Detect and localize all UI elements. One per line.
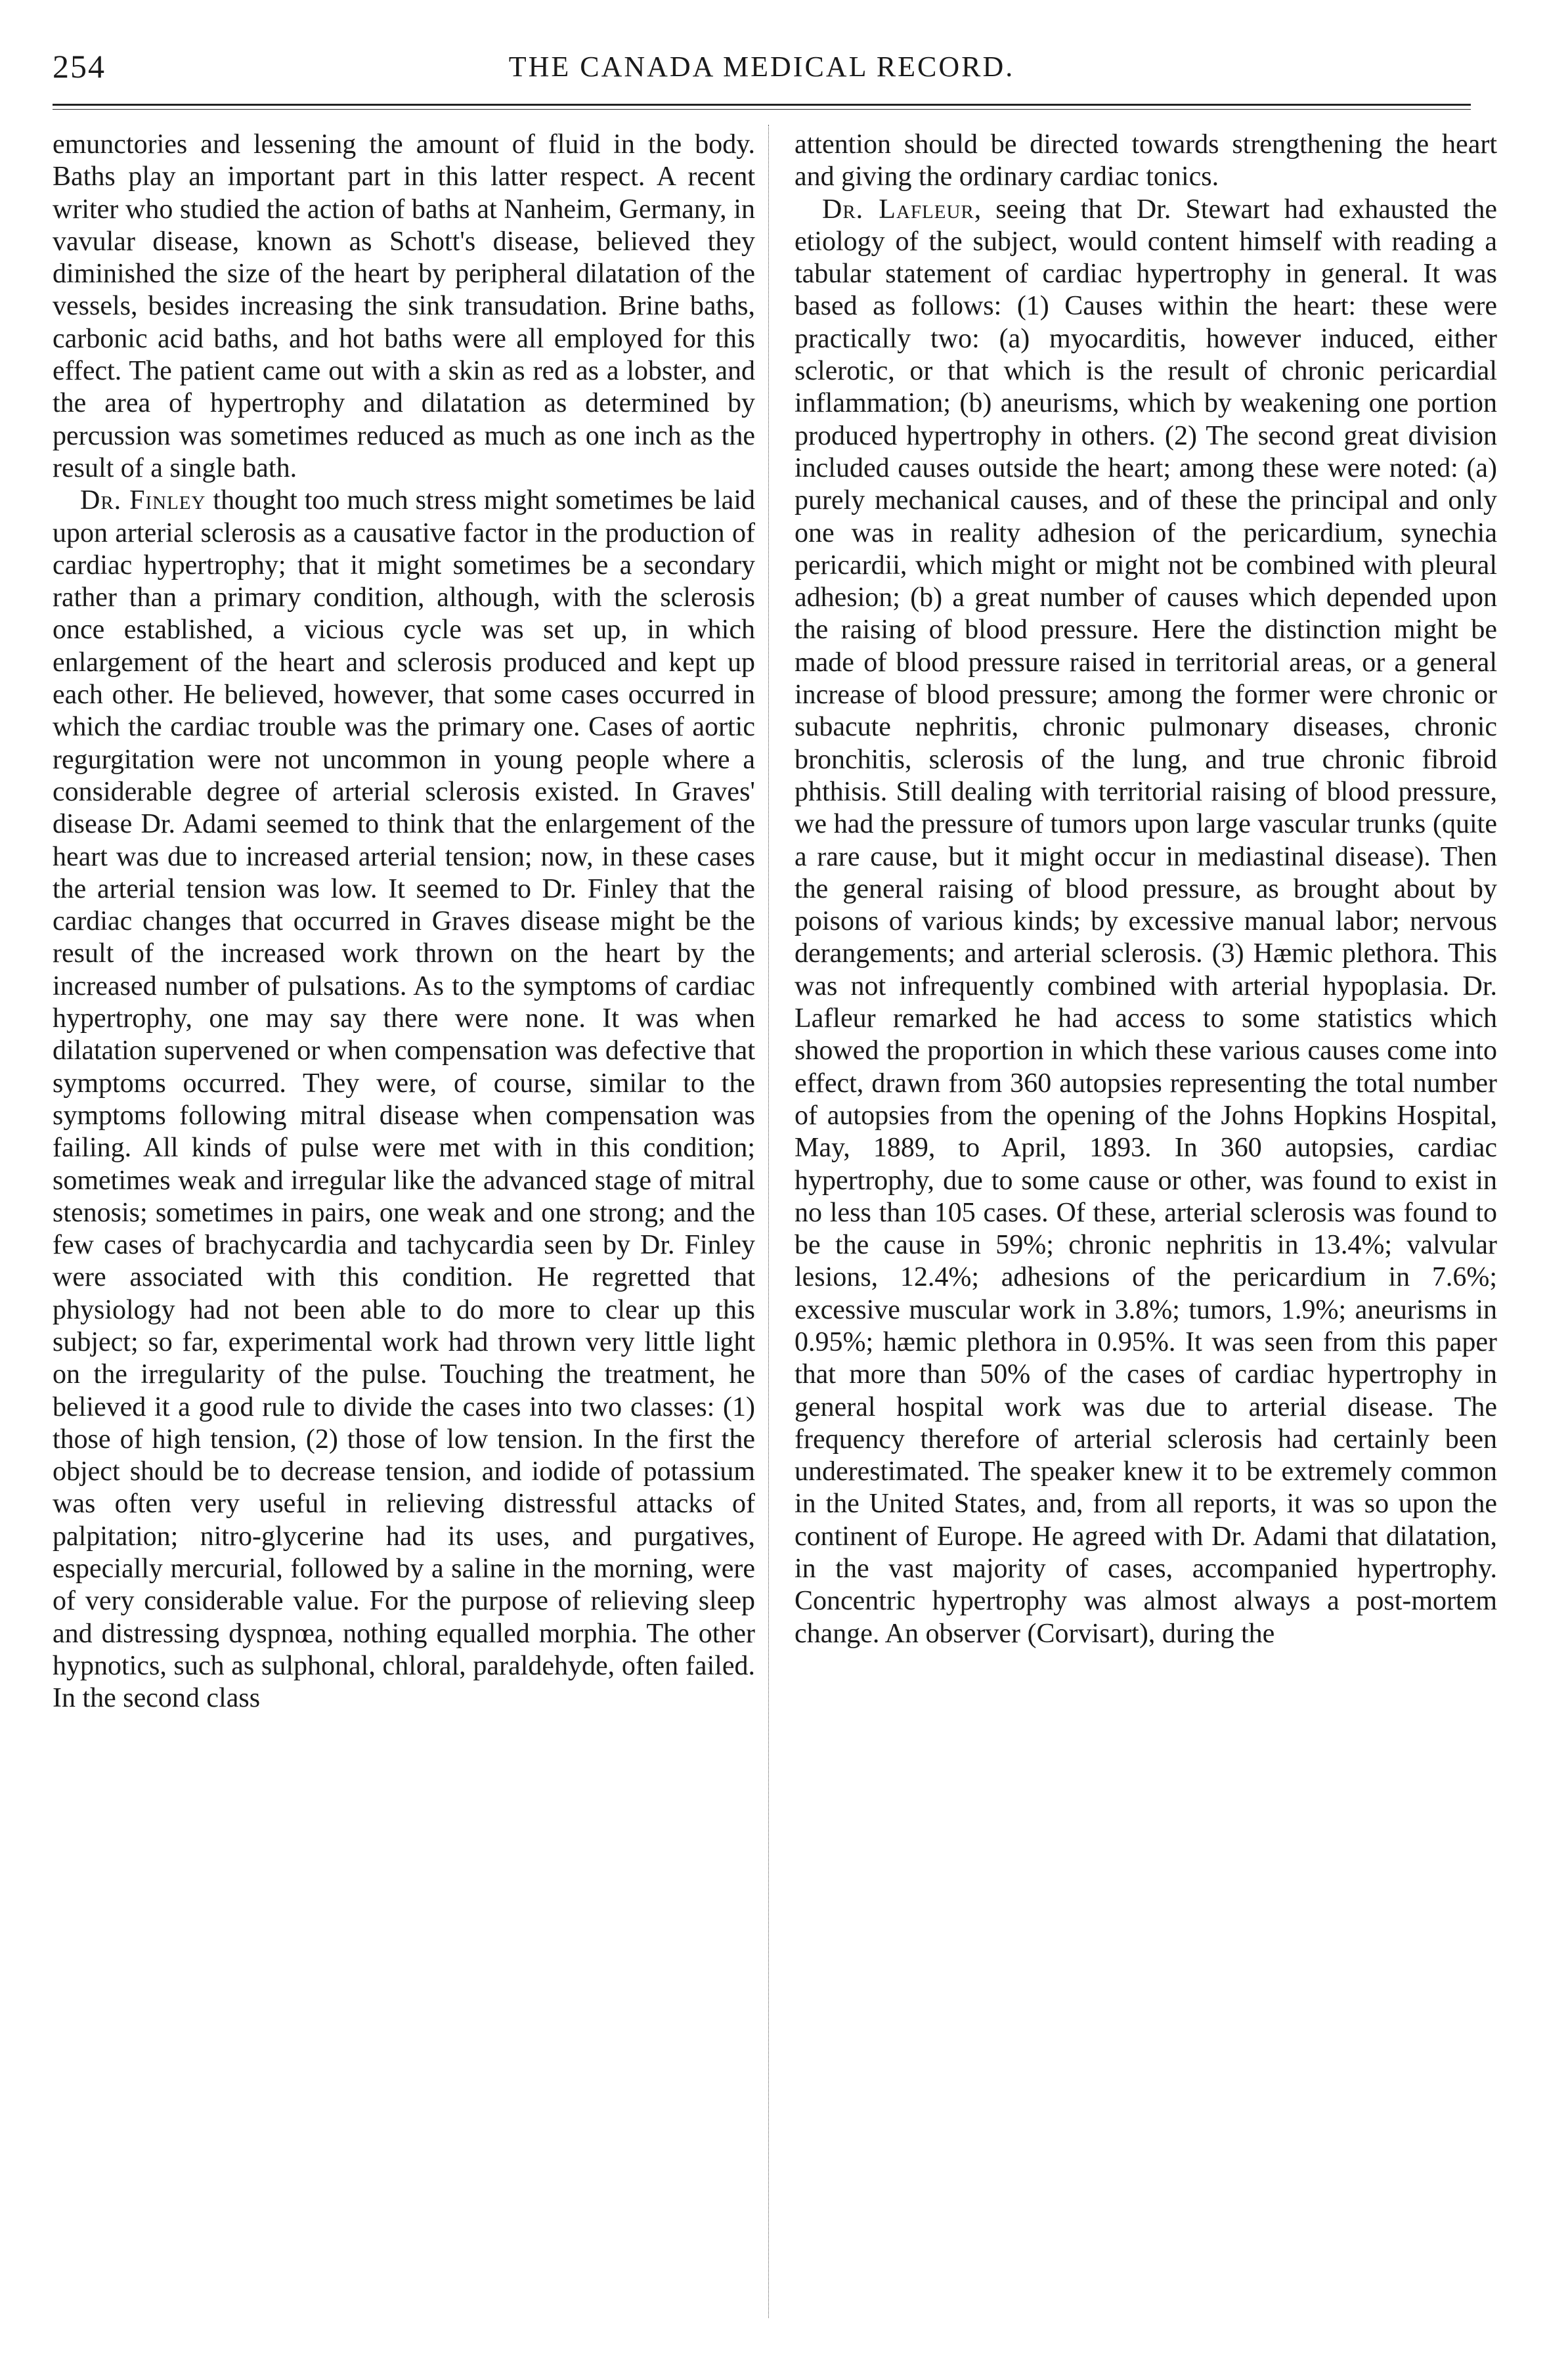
page-number: 254 — [53, 48, 106, 85]
paragraph-text: thought too much stress might sometimes be laid upon arterial sclerosis as a causative factor in the production of cardiac hypertrophy; that it might sometimes be a secondary rather than a primary condition, although, with the sclerosis once established, a vicious cycle was set up, in which enlargement of the heart and sclerosis produced and kept up each other. He believed, however, that some cases occurred in which the cardiac trouble was the primary one. Cases of aortic regurgitation were not uncommon in young people where a considerable degree of arterial sclerosis existed. In Graves' disease Dr. Adami seemed to think that the enlargement of the heart was due to increased arterial tension; now, in these cases the arterial tension was low. It seemed to Dr. Finley that the cardiac changes that occurred in Graves disease might be the result of the increased work thrown on the heart by the increased number of pulsations. As to the symptoms of cardiac hypertrophy, one may say there were none. It was when dilatation supervened or when compensation was defective that symptoms occurred. They were, of course, similar to the symptoms following mitral disease when compensation was failing. All kinds of pulse were met with in this condition; sometimes weak and irregular like the advanced stage of mitral stenosis; sometimes in pairs, one weak and one strong; and the few cases of brachycardia and tachycardia seen by Dr. Finley were associated with this condition. He regretted that physiology had not been able to do more to clear up this subject; so far, experimental work had thrown very little light on the irregularity of the pulse. Touching the treatment, he believed it a good rule to divide the cases into two classes: (1) those of high tension, (2) those of low tension. In the first the object should be to decrease tension, and iodide of potassium was often very useful in relieving distressful attacks of palpitation; nitro-glycerine had its uses, and purgatives, especially mercurial, followed by a saline in the morning, were of very considerable value. For the purpose of relieving sleep and distressing dyspnœa, nothing equalled morphia. The other hypnotics, such as sulphonal, chloral, paraldehyde, often failed. In the second class — [53, 485, 755, 1714]
right-column — [795, 129, 1497, 2315]
paragraph — [795, 194, 1497, 1650]
page-header — [39, 41, 1484, 93]
header-rule-thin — [53, 109, 1471, 110]
speaker-name: Dr. Lafleur — [822, 194, 974, 225]
paragraph: attention should be directed towards strengthening the heart and giving the ordinary cardiac tonics. — [795, 129, 1497, 192]
paragraph-text: , seeing that Dr. Stewart had exhausted the etiology of the subject, would content himself with reading a tabular statement of cardiac hypertrophy in general. It was based as follows: (1) Causes within the heart: these were practically two: (a) myocarditis, however induced, either sclerotic, or that which is the result of chronic pericardial inflammation; (b) aneurisms, which by weakening one portion produced hypertrophy in others. (2) The second great division included causes outside the heart; among these were noted: (a) purely mechanical causes, and of these the principal and only one was in reality adhesion of the pericardium, synechia pericardii, which might or might not be combined with pleural adhesion; (b) a great number of causes which depended upon the raising of blood pressure. Here the distinction might be made of blood pressure raised in territorial areas, or a general increase of blood pressure; among the former were chronic or subacute nephritis, chronic pulmonary diseases, chronic bronchitis, sclerosis of the lung, and true chronic fibroid phthisis. Still dealing with territorial raising of blood pressure, we had the pressure of tumors upon large vascular trunks (quite a rare cause, but it might occur in mediastinal disease). Then the general raising of blood pressure, as brought about by poisons of various kinds; by excessive manual labor; nervous derangements; and arterial sclerosis. (3) Hæmic plethora. This was not infrequently combined with arterial hypoplasia. Dr. Lafleur remarked he had access to some statistics which showed the proportion in which these various causes come into effect, drawn from 360 autopsies representing the total number of autopsies from the opening of the Johns Hopkins Hospital, May, 1889, to April, 1893. In 360 autopsies, cardiac hypertrophy, due to some cause or other, was found to exist in no less than 105 cases. Of these, arterial sclerosis was found to be the cause in 59%; chronic nephritis in 13.4%; valvular lesions, 12.4%; adhesions of the pericardium in 7.6%; excessive muscular work in 3.8%; tumors, 1.9%; aneurisms in 0.95%; hæmic plethora in 0.95%. It was seen from this paper that more than 50% of the cases of cardiac hypertrophy in general hospital work was due to arterial disease. The frequency therefore of arterial sclerosis had certainly been underestimated. The speaker knew it to be extremely common in the United States, and, from all reports, it was so upon the continent of Europe. He agreed with Dr. Adami that dilatation, in the vast majority of cases, accompanied hypertrophy. Concentric hypertrophy was almost always a post-mortem change. An observer (Corvisart), during the — [795, 194, 1497, 1649]
left-column — [53, 129, 755, 2315]
paragraph: emunctories and lessening the amount of fluid in the body. Baths play an important part in this latter respect. A recent writer who studied the action of baths at Nanheim, Germany, in vavular disease, known as Schott's disease, believed they diminished the size of the heart by peripheral dilatation of the vessels, besides increasing the sink transudation. Brine baths, carbonic acid baths, and hot baths were all employed for this effect. The patient came out with a skin as red as a lobster, and the area of hypertrophy and dilatation as determined by percussion was sometimes reduced as much as one inch as the result of a single bath. — [53, 129, 755, 483]
header-rule — [53, 104, 1471, 106]
paragraph — [53, 485, 755, 1715]
running-title: THE CANADA MEDICAL RECORD. — [508, 51, 1015, 83]
speaker-name: Dr. Finley — [80, 485, 206, 516]
column-divider — [768, 125, 769, 2318]
